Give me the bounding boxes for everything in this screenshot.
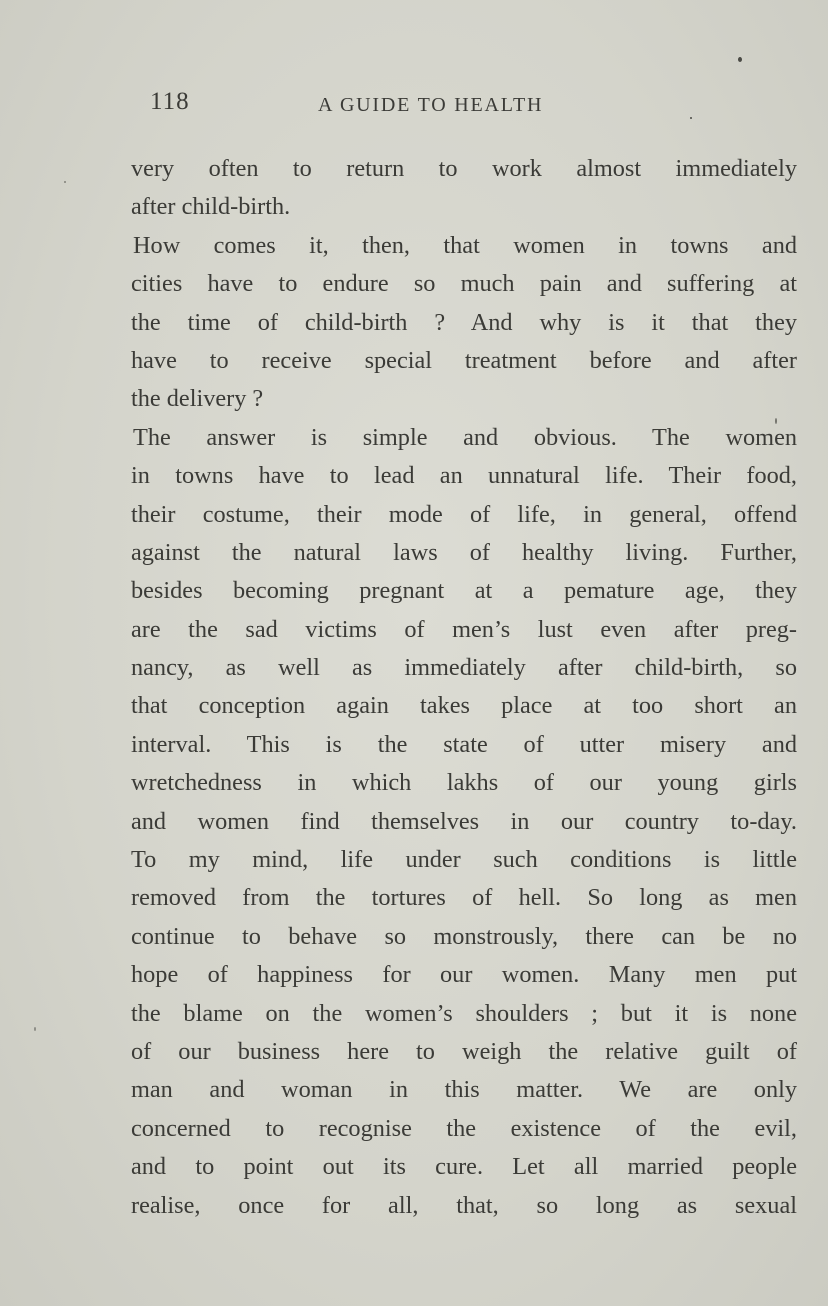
- text-line: the blame on the women’s shoulders ; but it is none: [131, 999, 797, 1027]
- text-line: realise, once for all, that, so long as sexual: [131, 1191, 797, 1219]
- scan-speck: [690, 117, 692, 119]
- text-line: the delivery ?: [131, 385, 264, 413]
- text-line: concerned to recognise the existence of the evil,: [131, 1114, 797, 1142]
- scan-speck: [775, 418, 777, 424]
- page-header: [150, 88, 620, 128]
- text-line: very often to return to work almost immediately: [131, 155, 797, 182]
- text-line: man and woman in this matter. We are only: [131, 1076, 797, 1104]
- text-line: besides becoming pregnant at a pemature age, they: [131, 577, 797, 605]
- text-line: are the sad victims of men’s lust even after preg-: [131, 615, 797, 643]
- text-line: have to receive special treatment before and after: [131, 346, 797, 374]
- running-head: A GUIDE TO HEALTH: [318, 94, 544, 116]
- text-line: wretchedness in which lakhs of our young girls: [131, 769, 797, 797]
- page-number: 118: [150, 88, 190, 115]
- text-line: continue to behave so monstrously, there can be no: [131, 922, 797, 950]
- text-line: and to point out its cure. Let all married people: [131, 1153, 797, 1181]
- text-line: their costume, their mode of life, in general, offend: [131, 500, 797, 528]
- scan-speck: [738, 57, 742, 62]
- text-line: hope of happiness for our women. Many men put: [131, 961, 797, 989]
- text-line: in towns have to lead an unnatural life. Their food,: [131, 462, 797, 490]
- text-line: removed from the tortures of hell. So long as men: [131, 884, 797, 912]
- text-line: nancy, as well as immediately after child-birth, so: [131, 654, 797, 682]
- text-line: of our business here to weigh the relative guilt of: [131, 1037, 797, 1065]
- text-line: after child-birth.: [131, 193, 291, 221]
- text-line: How comes it, then, that women in towns and: [133, 231, 797, 259]
- text-line: The answer is simple and obvious. The women: [133, 423, 797, 451]
- text-line: against the natural laws of healthy living. Further,: [131, 538, 797, 566]
- text-line: and women find themselves in our country to-day.: [131, 807, 797, 835]
- text-line: interval. This is the state of utter misery and: [131, 730, 797, 758]
- text-line: that conception again takes place at too short an: [131, 692, 797, 720]
- text-line: cities have to endure so much pain and suffering at: [131, 270, 797, 298]
- text-line: To my mind, life under such conditions is little: [131, 846, 797, 874]
- scan-speck: [34, 1027, 36, 1031]
- body-text: [131, 150, 797, 1225]
- scan-speck: [64, 181, 66, 183]
- text-line: the time of child-birth ? And why is it that they: [131, 308, 797, 336]
